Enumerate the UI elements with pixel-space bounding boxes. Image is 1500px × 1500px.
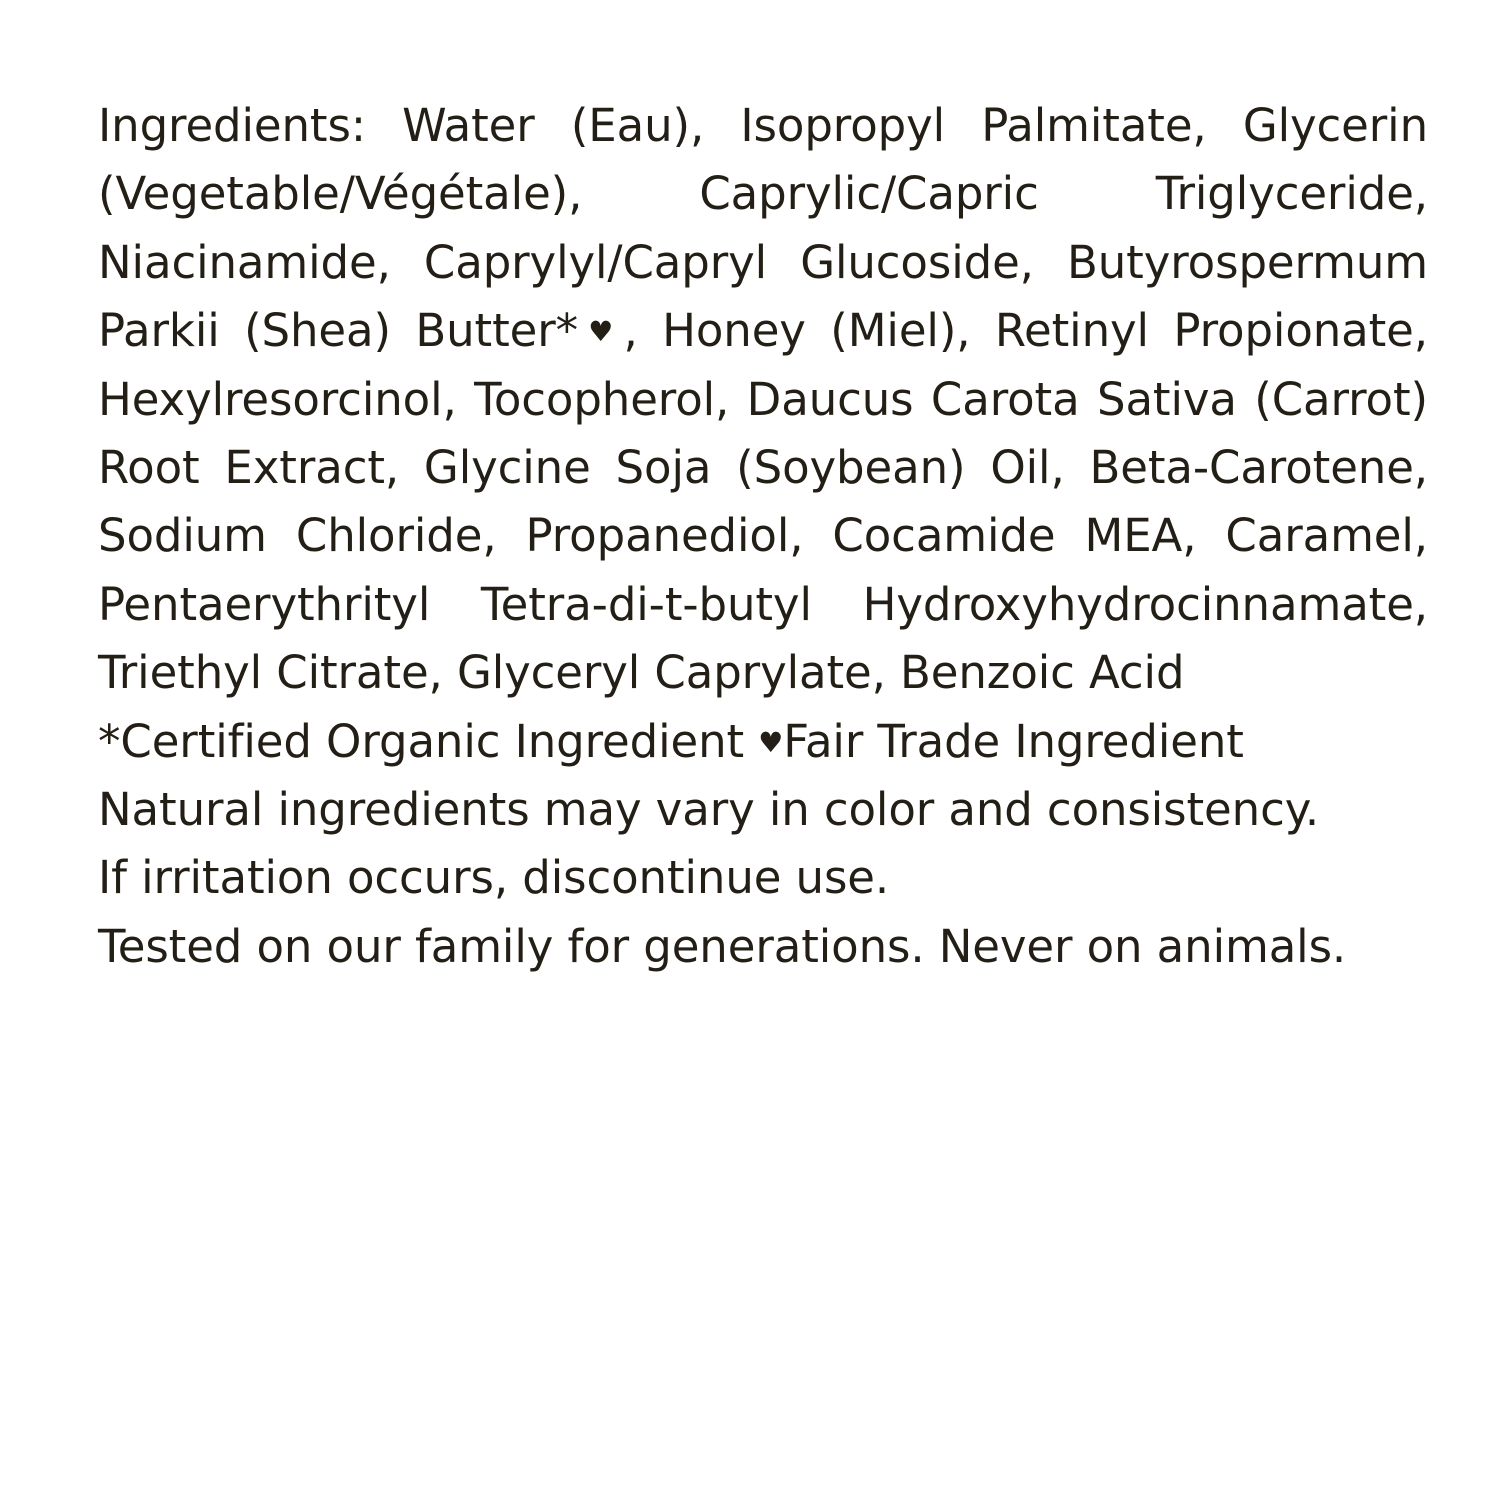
natural-variation-note: Natural ingredients may vary in color and consistency. (98, 782, 1320, 836)
certified-organic-legend: *Certified Organic Ingredient (98, 714, 759, 768)
irritation-note: If irritation occurs, discontinue use. (98, 851, 890, 905)
ingredients-list-part-1: Ingredients: Water (Eau), Isopropyl Palmitate, Glycerin (Vegetable/Végétale), Caprylic/Capric Triglyceride, Niacinamide, Caprylyl/Capryl Glucoside, Butyrospermum Parkii (Shea) Butter* (98, 99, 1428, 358)
animal-testing-note: Tested on our family for generations. Never on animals. (98, 919, 1347, 973)
fair-trade-legend: Fair Trade Ingredient (783, 714, 1244, 768)
fair-trade-heart-legend-icon: ♥ (758, 725, 784, 759)
ingredients-paragraph (98, 92, 1428, 708)
fair-trade-heart-icon: ♥ (578, 315, 624, 349)
symbol-legend (98, 708, 1428, 776)
ingredients-list-part-2: , Honey (Miel), Retinyl Propionate, Hexylresorcinol, Tocopherol, Daucus Carota Sativa (Carrot) Root Extract, Glycine Soja (Soybean) Oil, Beta-Carotene, Sodium Chloride, Propanediol, Cocamide MEA, Caramel, Pentaerythrityl Tetra-di-t-butyl Hydroxyhydrocinnamate, Triethyl Citrate, Glyceryl Caprylate, Benzoic Acid (98, 304, 1428, 700)
